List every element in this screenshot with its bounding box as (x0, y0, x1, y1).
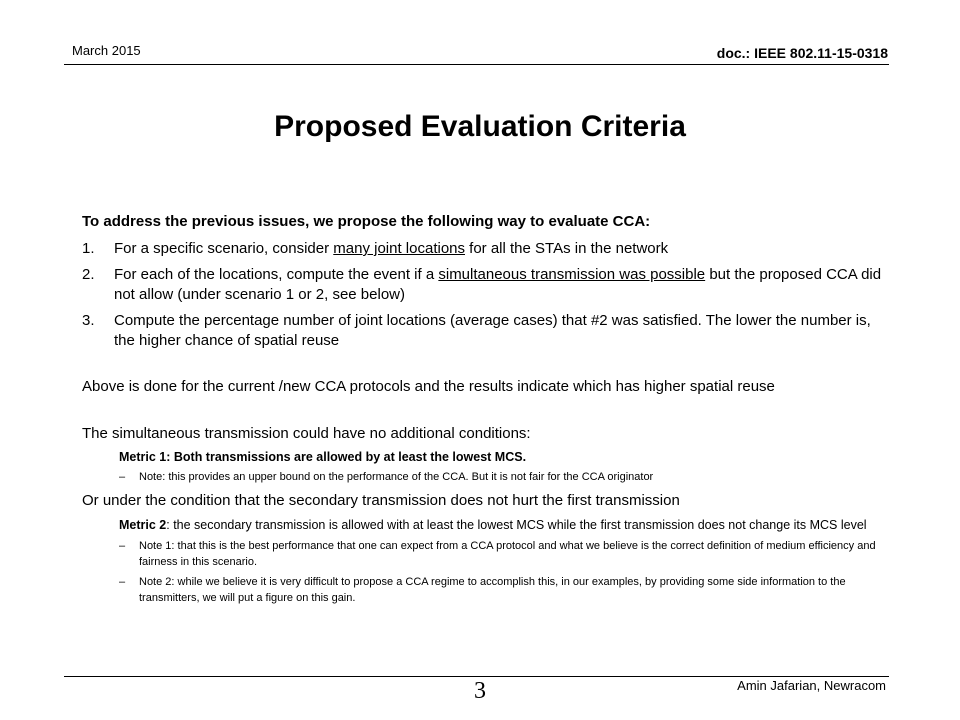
dash-bullet: – (119, 540, 126, 552)
metric-2-label: Metric 2 (119, 518, 167, 532)
list-item-text-post: for all the STAs in the network (465, 240, 669, 257)
condition-text: Or under the condition that the secondary transmission does not hurt the first transmission (82, 492, 680, 509)
list-item-text (114, 265, 892, 305)
metric-2-text: : the secondary transmission is allowed with at least the lowest MCS while the first transmission does not change its MCS level (166, 518, 867, 532)
note-item (119, 469, 892, 485)
list-item (82, 265, 892, 305)
list-item-text-pre: For each of the locations, compute the event if a (114, 266, 439, 283)
footer-divider (64, 676, 889, 677)
list-item-text: Compute the percentage number of joint locations (average cases) that #2 was satisfied. The lower the number is, the higher chance of spatial reuse (114, 312, 871, 349)
list-item-number: 2. (82, 266, 95, 283)
header-date: March 2015 (72, 43, 141, 58)
note-item (119, 538, 892, 570)
metric-1: Metric 1: Both transmissions are allowed by at least the lowest MCS. (119, 450, 527, 464)
note-text: Note 1: that this is the best performance that one can expect from a CCA protocol and what we believe is the correct definition of medium efficiency and fairness in this scenario. (139, 540, 876, 568)
note-text: Note 2: while we believe it is very difficult to propose a CCA regime to accomplish this, in our examples, by providing some side information to the transmitters, we will put a figure on this gain. (139, 576, 846, 604)
conditions-text: The simultaneous transmission could have no additional conditions: (82, 425, 531, 442)
dash-bullet: – (119, 576, 126, 588)
header-divider (64, 64, 889, 65)
dash-bullet: – (119, 471, 126, 483)
metric-2 (119, 516, 892, 534)
list-item-number: 3. (82, 312, 95, 329)
slide-title: Proposed Evaluation Criteria (274, 110, 686, 143)
intro-text: To address the previous issues, we propose the following way to evaluate CCA: (82, 213, 651, 230)
list-item-number: 1. (82, 240, 95, 257)
list-item-underlined: many joint locations (333, 240, 465, 257)
page-number: 3 (474, 678, 486, 704)
list-item-text (114, 239, 892, 259)
list-item-underlined: simultaneous transmission was possible (438, 266, 706, 283)
list-item-text-pre: For a specific scenario, consider (114, 240, 334, 257)
footer-author: Amin Jafarian, Newracom (737, 678, 886, 693)
note-item (119, 574, 892, 606)
list-item (82, 311, 892, 351)
header-doc-id: doc.: IEEE 802.11-15-0318 (716, 45, 888, 61)
slide-body (82, 212, 892, 606)
list-item (82, 239, 892, 259)
list-item-text-post: but the proposed CCA did not allow (under scenario 1 or 2, see below) (114, 266, 882, 303)
summary-text: Above is done for the current /new CCA protocols and the results indicate which has higher spatial reuse (82, 378, 775, 395)
note-text: Note: this provides an upper bound on the performance of the CCA. But it is not fair for the CCA originator (139, 471, 654, 483)
